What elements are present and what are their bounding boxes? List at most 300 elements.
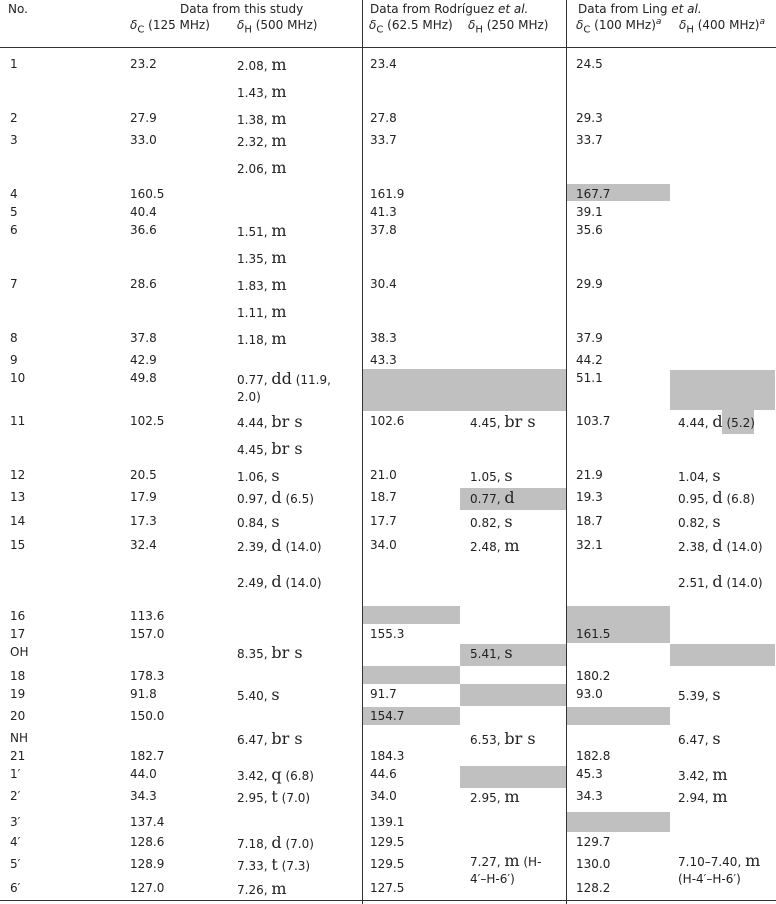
carbon-shift-c1: 42.9 <box>130 353 157 367</box>
highlight-cell <box>460 766 566 788</box>
coupling-constant: (7.3) <box>281 859 311 873</box>
proton-shift-value: 4.45, <box>237 443 268 457</box>
proton-shift-h3 <box>678 729 721 750</box>
proton-shift-h1 <box>237 131 287 152</box>
proton-shift-h1-continuation: 2.0) <box>237 390 261 404</box>
row-label: 4 <box>10 187 18 201</box>
table-bottom-rule <box>0 900 776 901</box>
row-label: 12 <box>10 468 26 482</box>
header-col-h2-text: (250 MHz) <box>482 18 549 32</box>
coupling-constant: (6.5) <box>285 492 314 506</box>
multiplicity: m <box>271 302 287 321</box>
carbon-shift-c3: 39.1 <box>576 205 603 219</box>
header-col-h1-text: (500 MHz) <box>251 18 318 32</box>
carbon-shift-c2: 155.3 <box>370 627 405 641</box>
proton-shift-h2 <box>470 643 513 664</box>
proton-shift-value: 4.44, <box>678 416 709 430</box>
header-col-c3-sub: C <box>583 24 591 36</box>
multiplicity: s <box>712 466 721 485</box>
proton-shift-h1 <box>237 466 280 487</box>
proton-shift-value: 8.35, <box>237 647 268 661</box>
row-label: 3 <box>10 133 18 147</box>
multiplicity: d <box>712 488 723 507</box>
carbon-shift-c3: 24.5 <box>576 57 603 71</box>
proton-shift-h1 <box>237 302 287 323</box>
carbon-shift-c2: 102.6 <box>370 414 405 428</box>
proton-shift-value: 6.53, <box>470 733 501 747</box>
proton-shift-value: 2.39, <box>237 540 268 554</box>
proton-shift-value: 6.47, <box>237 733 268 747</box>
proton-shift-value: 1.11, <box>237 306 268 320</box>
multiplicity: br s <box>504 729 536 748</box>
multiplicity: s <box>271 685 280 704</box>
proton-shift-h1 <box>237 329 287 350</box>
multiplicity: br s <box>271 643 303 662</box>
highlight-cell <box>363 369 566 411</box>
row-label: 13 <box>10 490 26 504</box>
multiplicity: s <box>271 466 280 485</box>
row-label: 9 <box>10 353 18 367</box>
row-label: 1′ <box>10 767 21 781</box>
row-label: 5 <box>10 205 18 219</box>
multiplicity: m <box>504 787 520 806</box>
multiplicity: m <box>271 55 287 74</box>
proton-shift-value: 3.42, <box>678 769 709 783</box>
proton-shift-h3 <box>678 787 728 808</box>
proton-shift-value: 0.84, <box>237 516 268 530</box>
carbon-shift-c3: 45.3 <box>576 767 603 781</box>
multiplicity: m <box>271 221 287 240</box>
header-col-h3-sup-a: a <box>759 17 765 27</box>
coupling-constant: (14.0) <box>726 576 763 590</box>
carbon-shift-c1: 157.0 <box>130 627 165 641</box>
proton-shift-value: 2.49, <box>237 576 268 590</box>
carbon-shift-c2: 23.4 <box>370 57 397 71</box>
carbon-shift-c1: 37.8 <box>130 331 157 345</box>
carbon-shift-c2: 161.9 <box>370 187 405 201</box>
multiplicity: t <box>271 855 278 874</box>
multiplicity: q <box>271 765 282 784</box>
proton-shift-h1 <box>237 55 287 76</box>
row-label: 20 <box>10 709 26 723</box>
multiplicity: s <box>712 729 721 748</box>
carbon-shift-c3: 21.9 <box>576 468 603 482</box>
proton-shift-value: 5.39, <box>678 689 709 703</box>
proton-shift-h2 <box>470 412 536 433</box>
header-col-h3-sub: H <box>686 24 694 36</box>
coupling-constant: (6.8) <box>285 769 314 783</box>
merged-h2-j2: 4′–H-6′) <box>470 872 515 886</box>
carbon-shift-c1: 128.6 <box>130 835 165 849</box>
row-label: 6 <box>10 223 18 237</box>
header-col-c3 <box>576 17 662 36</box>
proton-shift-value: 2.38, <box>678 540 709 554</box>
carbon-shift-c3: 44.2 <box>576 353 603 367</box>
header-col-h1-sub: H <box>244 24 252 36</box>
multiplicity: dd <box>271 369 292 388</box>
column-divider-1 <box>362 0 363 904</box>
multiplicity: s <box>712 512 721 531</box>
highlight-cell <box>670 370 775 410</box>
row-label: 21 <box>10 749 26 763</box>
carbon-shift-c2: 44.6 <box>370 767 397 781</box>
proton-shift-h1 <box>237 109 287 130</box>
carbon-shift-c1: 91.8 <box>130 687 157 701</box>
proton-shift-value: 3.42, <box>237 769 268 783</box>
multiplicity: s <box>504 466 513 485</box>
header-col-c2-delta: δ <box>369 18 377 32</box>
row-label: 19 <box>10 687 26 701</box>
multiplicity: m <box>271 275 287 294</box>
proton-shift-value: 7.26, <box>237 883 268 897</box>
merged-h3-h4-6 <box>678 852 774 888</box>
carbon-shift-c3: 103.7 <box>576 414 611 428</box>
row-label: 17 <box>10 627 26 641</box>
multiplicity: m <box>712 787 728 806</box>
multiplicity: br s <box>271 412 303 431</box>
proton-shift-value: 6.47, <box>678 733 709 747</box>
multiplicity: s <box>712 685 721 704</box>
carbon-shift-c3: 182.8 <box>576 749 611 763</box>
carbon-shift-c3: 51.1 <box>576 371 603 385</box>
row-label: 8 <box>10 331 18 345</box>
proton-shift-value: 5.40, <box>237 689 268 703</box>
proton-shift-h1 <box>237 275 287 296</box>
merged-h2-h4-6 <box>470 852 541 888</box>
merged-h3-j: (H-4′–H-6′) <box>678 872 741 886</box>
carbon-shift-c2: 184.3 <box>370 749 405 763</box>
carbon-shift-c1: 49.8 <box>130 371 157 385</box>
multiplicity: m <box>271 109 287 128</box>
carbon-shift-c2: 38.3 <box>370 331 397 345</box>
carbon-shift-c1: 36.6 <box>130 223 157 237</box>
row-label: 10 <box>10 371 26 385</box>
proton-shift-h2 <box>470 512 513 533</box>
carbon-shift-c3: 33.7 <box>576 133 603 147</box>
header-col-h3 <box>679 17 765 36</box>
row-label: 6′ <box>10 881 21 895</box>
carbon-shift-c1: 28.6 <box>130 277 157 291</box>
row-label: 18 <box>10 669 26 683</box>
header-col-h2 <box>468 18 549 36</box>
multiplicity: m <box>271 879 287 898</box>
merged-h2-value: 7.27, <box>470 855 501 869</box>
proton-shift-value: 1.43, <box>237 86 268 100</box>
carbon-shift-c1: 150.0 <box>130 709 165 723</box>
header-group-ling-text: Data from Ling <box>578 2 668 16</box>
proton-shift-value: 2.06, <box>237 162 268 176</box>
carbon-shift-c3: 130.0 <box>576 857 611 871</box>
coupling-constant: (14.0) <box>285 576 322 590</box>
header-group-this-study: Data from this study <box>180 2 304 16</box>
highlight-cell <box>363 666 460 684</box>
proton-shift-value: 4.44, <box>237 416 268 430</box>
coupling-constant: (14.0) <box>726 540 763 554</box>
header-no: No. <box>8 2 28 16</box>
header-col-c2-sub: C <box>376 24 384 36</box>
carbon-shift-c2: 27.8 <box>370 111 397 125</box>
carbon-shift-c1: 178.3 <box>130 669 165 683</box>
highlight-cell <box>363 606 460 624</box>
proton-shift-h1 <box>237 787 310 808</box>
multiplicity: m <box>271 329 287 348</box>
carbon-shift-c1: 23.2 <box>130 57 157 71</box>
carbon-shift-c3: 128.2 <box>576 881 611 895</box>
coupling-constant: (11.9, <box>295 373 331 387</box>
proton-shift-value: 1.18, <box>237 333 268 347</box>
carbon-shift-c3: 34.3 <box>576 789 603 803</box>
carbon-shift-c1: 182.7 <box>130 749 165 763</box>
proton-shift-h1 <box>237 765 314 786</box>
proton-shift-value: 1.35, <box>237 252 268 266</box>
multiplicity: br s <box>271 439 303 458</box>
carbon-shift-c1: 17.9 <box>130 490 157 504</box>
carbon-shift-c3: 161.5 <box>576 627 611 641</box>
carbon-shift-c1: 160.5 <box>130 187 165 201</box>
carbon-shift-c3: 29.3 <box>576 111 603 125</box>
proton-shift-h1 <box>237 158 287 179</box>
multiplicity: d <box>504 488 515 507</box>
carbon-shift-c2: 34.0 <box>370 789 397 803</box>
proton-shift-value: 0.77, <box>470 492 501 506</box>
multiplicity: d <box>271 833 282 852</box>
carbon-shift-c3: 18.7 <box>576 514 603 528</box>
proton-shift-h1 <box>237 439 303 460</box>
highlight-cell <box>670 644 775 666</box>
proton-shift-h1 <box>237 729 303 750</box>
merged-h2-j: (H- <box>523 855 542 869</box>
header-col-h2-sub: H <box>475 24 483 36</box>
proton-shift-h1 <box>237 248 287 269</box>
row-label: 2′ <box>10 789 21 803</box>
multiplicity: d <box>271 572 282 591</box>
carbon-shift-c3: 167.7 <box>576 187 611 201</box>
proton-shift-value: 7.33, <box>237 859 268 873</box>
carbon-shift-c1: 137.4 <box>130 815 165 829</box>
carbon-shift-c1: 113.6 <box>130 609 165 623</box>
proton-shift-h2 <box>470 536 520 557</box>
carbon-shift-c2: 30.4 <box>370 277 397 291</box>
carbon-shift-c3: 180.2 <box>576 669 611 683</box>
proton-shift-value: 0.82, <box>470 516 501 530</box>
proton-shift-h2 <box>470 488 515 509</box>
row-label: 5′ <box>10 857 21 871</box>
carbon-shift-c3: 37.9 <box>576 331 603 345</box>
header-divider <box>0 47 776 48</box>
proton-shift-value: 2.94, <box>678 791 709 805</box>
header-col-c1-sub: C <box>137 24 145 36</box>
carbon-shift-c2: 21.0 <box>370 468 397 482</box>
proton-shift-value: 2.95, <box>470 791 501 805</box>
header-col-h1 <box>237 18 318 36</box>
coupling-constant: (5.2) <box>726 416 755 430</box>
merged-h2-mult: m <box>504 851 520 870</box>
highlight-cell <box>567 812 670 832</box>
proton-shift-value: 4.45, <box>470 416 501 430</box>
multiplicity: m <box>271 158 287 177</box>
carbon-shift-c2: 154.7 <box>370 709 405 723</box>
carbon-shift-c2: 33.7 <box>370 133 397 147</box>
coupling-constant: (7.0) <box>281 791 311 805</box>
proton-shift-value: 5.41, <box>470 647 501 661</box>
carbon-shift-c3: 19.3 <box>576 490 603 504</box>
header-group-rodriguez-etal: et al. <box>497 2 529 16</box>
multiplicity: d <box>712 536 723 555</box>
carbon-shift-c2: 127.5 <box>370 881 405 895</box>
carbon-shift-c1: 32.4 <box>130 538 157 552</box>
header-col-c1-text: (125 MHz) <box>144 18 210 32</box>
proton-shift-h3 <box>678 536 763 557</box>
proton-shift-h2 <box>470 787 520 808</box>
row-label: 14 <box>10 514 26 528</box>
carbon-shift-c1: 27.9 <box>130 111 157 125</box>
header-col-h3-text: (400 MHz) <box>693 18 760 32</box>
proton-shift-h1 <box>237 512 280 533</box>
proton-shift-h1 <box>237 82 287 103</box>
multiplicity: d <box>712 412 723 431</box>
multiplicity: s <box>504 643 513 662</box>
multiplicity: s <box>271 512 280 531</box>
header-col-c1 <box>130 18 210 36</box>
multiplicity: br s <box>504 412 536 431</box>
multiplicity: m <box>712 765 728 784</box>
header-col-h3-delta: δ <box>679 18 687 32</box>
header-group-ling-etal: et al. <box>671 2 702 16</box>
proton-shift-value: 2.08, <box>237 59 268 73</box>
proton-shift-h2 <box>470 466 513 487</box>
proton-shift-value: 2.51, <box>678 576 709 590</box>
proton-shift-value: 1.51, <box>237 225 268 239</box>
row-label: 11 <box>10 414 26 428</box>
proton-shift-h3 <box>678 765 728 786</box>
carbon-shift-c1: 44.0 <box>130 767 157 781</box>
carbon-shift-c2: 18.7 <box>370 490 397 504</box>
coupling-constant: (7.0) <box>285 837 314 851</box>
proton-shift-value: 1.06, <box>237 470 268 484</box>
proton-shift-h1 <box>237 221 287 242</box>
proton-shift-h2 <box>470 729 536 750</box>
carbon-shift-c2: 91.7 <box>370 687 397 701</box>
coupling-constant: (14.0) <box>285 540 322 554</box>
carbon-shift-c3: 93.0 <box>576 687 603 701</box>
carbon-shift-c2: 129.5 <box>370 857 405 871</box>
carbon-shift-c1: 127.0 <box>130 881 165 895</box>
header-col-h3-sup <box>759 17 765 27</box>
proton-shift-value: 0.95, <box>678 492 709 506</box>
proton-shift-value: 1.05, <box>470 470 501 484</box>
carbon-shift-c3: 32.1 <box>576 538 603 552</box>
header-group-rodriguez-text: Data from Rodríguez <box>370 2 495 16</box>
proton-shift-h3 <box>678 685 721 706</box>
proton-shift-h1 <box>237 833 314 854</box>
row-label: 1 <box>10 57 18 71</box>
row-label: 4′ <box>10 835 21 849</box>
multiplicity: m <box>271 82 287 101</box>
row-label: 2 <box>10 111 18 125</box>
carbon-shift-c2: 34.0 <box>370 538 397 552</box>
row-label: 3′ <box>10 815 21 829</box>
proton-shift-h3 <box>678 572 763 593</box>
highlight-cell <box>460 684 566 706</box>
row-label: 16 <box>10 609 26 623</box>
carbon-shift-c1: 20.5 <box>130 468 157 482</box>
proton-shift-value: 1.38, <box>237 113 268 127</box>
coupling-constant: (6.8) <box>726 492 755 506</box>
proton-shift-value: 0.97, <box>237 492 268 506</box>
row-label: 7 <box>10 277 18 291</box>
proton-shift-h3 <box>678 512 721 533</box>
proton-shift-h1 <box>237 369 331 390</box>
carbon-shift-c2: 139.1 <box>370 815 405 829</box>
header-col-h2-delta: δ <box>468 18 476 32</box>
multiplicity: m <box>271 248 287 267</box>
header-col-c3-delta: δ <box>576 18 584 32</box>
header-col-c3-sup-a: a <box>655 17 662 27</box>
proton-shift-value: 1.04, <box>678 470 709 484</box>
carbon-shift-c2: 17.7 <box>370 514 397 528</box>
multiplicity: t <box>271 787 278 806</box>
carbon-shift-c2: 43.3 <box>370 353 397 367</box>
multiplicity: m <box>504 536 520 555</box>
proton-shift-h1 <box>237 412 303 433</box>
carbon-shift-c1: 33.0 <box>130 133 157 147</box>
carbon-shift-c2: 41.3 <box>370 205 397 219</box>
multiplicity: s <box>504 512 513 531</box>
proton-shift-value: 1.83, <box>237 279 268 293</box>
multiplicity: d <box>271 488 282 507</box>
carbon-shift-c1: 34.3 <box>130 789 157 803</box>
merged-h3-value: 7.10–7.40, <box>678 855 742 869</box>
header-col-c3-sup <box>656 17 662 27</box>
proton-shift-h3 <box>678 488 755 509</box>
carbon-shift-c2: 129.5 <box>370 835 405 849</box>
proton-shift-value: 2.48, <box>470 540 501 554</box>
multiplicity: d <box>271 536 282 555</box>
header-col-h1-delta: δ <box>237 18 245 32</box>
header-col-c1-delta: δ <box>130 18 138 32</box>
header-group-ling <box>578 2 702 16</box>
proton-shift-h3 <box>678 412 755 433</box>
row-label: OH <box>10 645 29 659</box>
proton-shift-h1 <box>237 879 287 900</box>
proton-shift-value: 0.82, <box>678 516 709 530</box>
proton-shift-h1 <box>237 488 314 509</box>
proton-shift-h1 <box>237 572 322 593</box>
header-group-rodriguez <box>370 2 528 16</box>
header-col-c3-text: (100 MHz) <box>590 18 656 32</box>
header-col-c2 <box>369 18 453 36</box>
proton-shift-value: 2.95, <box>237 791 268 805</box>
carbon-shift-c1: 128.9 <box>130 857 165 871</box>
proton-shift-h1 <box>237 643 303 664</box>
carbon-shift-c3: 29.9 <box>576 277 603 291</box>
carbon-shift-c2: 37.8 <box>370 223 397 237</box>
proton-shift-h1 <box>237 536 322 557</box>
carbon-shift-c3: 129.7 <box>576 835 611 849</box>
merged-h3-mult: m <box>745 851 761 870</box>
multiplicity: d <box>712 572 723 591</box>
column-divider-2 <box>566 0 567 904</box>
carbon-shift-c1: 102.5 <box>130 414 165 428</box>
carbon-shift-c1: 17.3 <box>130 514 157 528</box>
row-label: NH <box>10 731 28 745</box>
proton-shift-value: 7.18, <box>237 837 268 851</box>
proton-shift-h1 <box>237 855 310 876</box>
highlight-cell <box>567 707 670 725</box>
header-col-c2-text: (62.5 MHz) <box>383 18 453 32</box>
multiplicity: m <box>271 131 287 150</box>
carbon-shift-c3: 35.6 <box>576 223 603 237</box>
